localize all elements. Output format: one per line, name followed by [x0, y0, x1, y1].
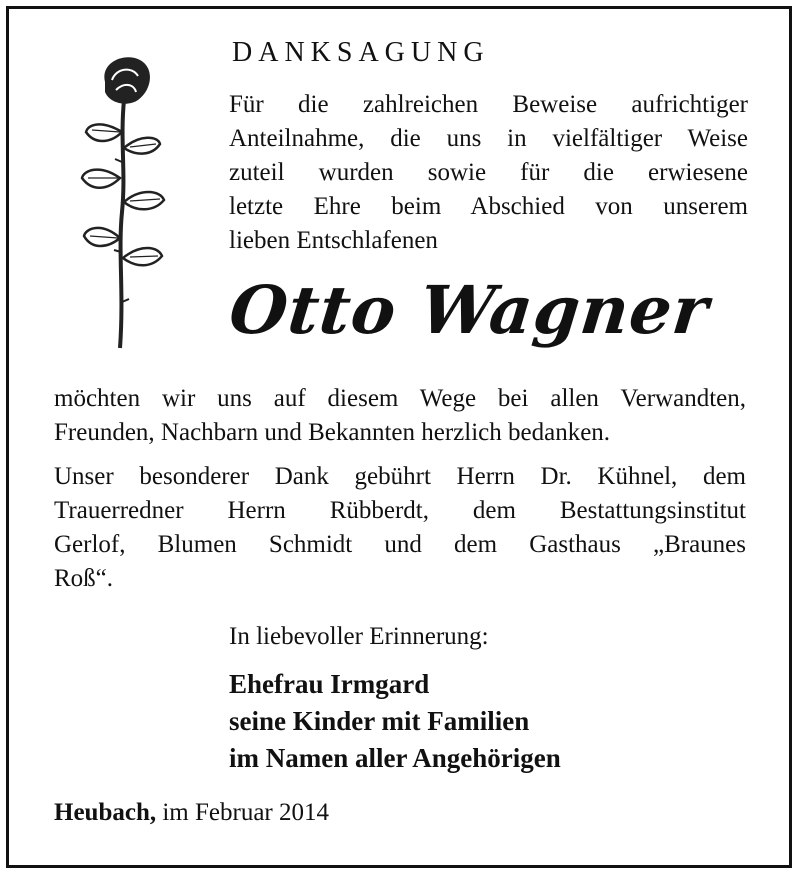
paragraph-line: möchten wir uns auf diesem Wege bei allen Verwandten, [54, 385, 746, 412]
signer-line: Ehefrau Irmgard [229, 669, 430, 699]
intro-line: Für die zahlreichen Beweise aufrichtiger [229, 91, 748, 118]
paragraph-line: Unser besonderer Dank gebührt Herrn Dr. Kühnel, dem [54, 463, 746, 490]
intro-line: zuteil wurden sowie für die erwiesene [229, 159, 748, 186]
place-date [54, 796, 329, 830]
signers [229, 666, 561, 777]
memory-line: In liebevoller Erinnerung: [229, 623, 489, 650]
special-thanks-paragraph [54, 460, 746, 596]
paragraph-line: Freunden, Nachbarn und Bekannten herzlich bedanken. [54, 419, 611, 446]
paragraph-line: Trauerredner Herrn Rübberdt, dem Bestattungsinstitut [54, 497, 746, 524]
rose-icon [80, 52, 170, 352]
signer-line: seine Kinder mit Familien [229, 706, 530, 736]
paragraph-line: Roß“. [54, 565, 114, 592]
date: im Februar 2014 [162, 799, 329, 826]
intro-line: lieben Entschlafenen [229, 227, 438, 254]
intro-text [229, 88, 748, 258]
paragraph-line: Gerlof, Blumen Schmidt und dem Gasthaus „Braunes [54, 531, 746, 558]
intro-line: letzte Ehre beim Abschied von unserem [229, 193, 748, 220]
place: Heubach, [54, 799, 157, 826]
notice-heading: DANKSAGUNG [232, 37, 490, 68]
intro-line: Anteilnahme, die uns in vielfältiger Weise [229, 125, 748, 152]
signer-line: im Namen aller Angehörigen [229, 743, 561, 773]
deceased-name: Otto Wagner [225, 271, 713, 349]
thanks-paragraph [54, 382, 746, 450]
